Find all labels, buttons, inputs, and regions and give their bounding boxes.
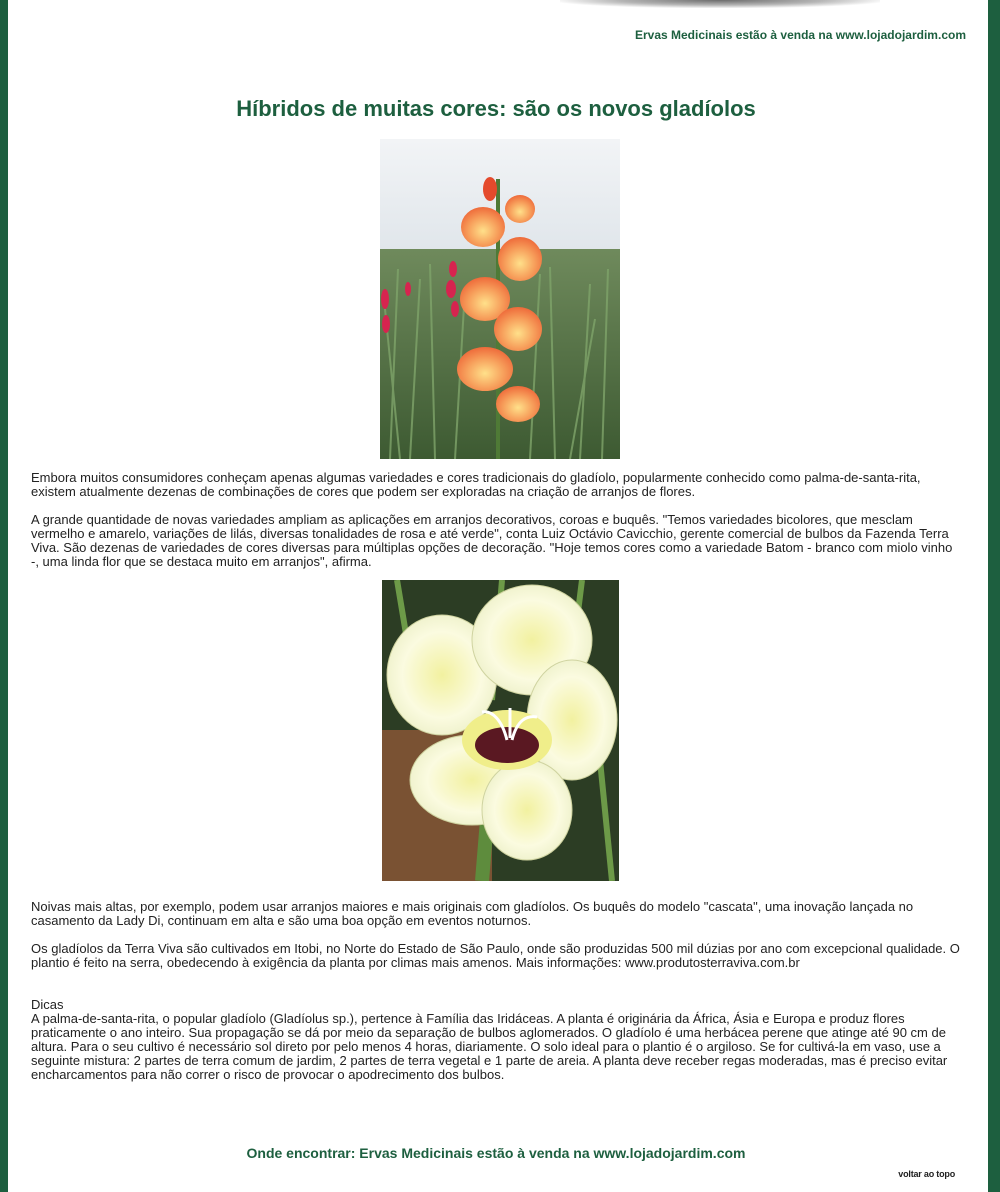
footer-store-link[interactable]: Onde encontrar: Ervas Medicinais estão à venda na www.lojadojardim.com <box>246 1145 746 1161</box>
gladiolus-orange-photo <box>380 139 620 459</box>
article-paragraph-2: A grande quantidade de novas variedades ampliam as aplicações em arranjos decorativos, coroas e buquês. "Temos variedades bicolores, que mesclam vermelho e amarelo, variações de lilás, diversas tonalidades de rosa e até verde", conta Luiz Octávio Cavicchio, gerente comercial de bulbos da Fazenda Terra Viva. São dezenas de variedades de cores diversas para múltiplas opções de decoração. "Hoje temos cores como a variedade Batom - branco com miolo vinho -, uma linda flor que se destaca muito em arranjos", afirma. <box>31 512 953 569</box>
article-paragraph-3: Noivas mais altas, por exemplo, podem usar arranjos maiores e mais originais com gladíolos. Os buquês do modelo "cascata", uma inovação lançada no casamento da Lady Di, continuam em alta e são uma boa opção em eventos noturnos. <box>31 899 914 928</box>
top-store-link[interactable]: Ervas Medicinais estão à venda na www.lojadojardim.com <box>634 28 966 42</box>
top-shadow-decoration <box>560 0 880 8</box>
article-paragraph-4: Os gladíolos da Terra Viva são cultivados em Itobi, no Norte do Estado de São Paulo, onde são produzidas 500 mil dúzias por ano com excepcional qualidade. O plantio é feito na serra, obedecendo à exigência da planta por climas mais amenos. Mais informações: www.produtosterraviva.com.br <box>31 941 960 970</box>
gladiolus-white-photo <box>382 580 619 881</box>
left-border <box>0 0 8 1192</box>
back-to-top-link[interactable]: voltar ao topo <box>898 1169 955 1179</box>
dicas-heading: Dicas <box>31 997 64 1012</box>
article-title: Híbridos de muitas cores: são os novos gladíolos <box>236 96 756 121</box>
right-border <box>988 0 1000 1192</box>
article-paragraph-1: Embora muitos consumidores conheçam apenas algumas variedades e cores tradicionais do gladíolo, popularmente conhecido como palma-de-santa-rita, existem atualmente dezenas de combinações de cores que podem ser exploradas na criação de arranjos de flores. <box>31 470 921 499</box>
article-paragraph-5: A palma-de-santa-rita, o popular gladíolo (Gladíolus sp.), pertence à Família das Iridáceas. A planta é originária da África, Ásia e Europa e produz flores praticamente o ano inteiro. Sua propagação se dá por meio da separação de bulbos aglomerados. O gladíolo é uma herbácea perene que atinge até 90 cm de altura. Para o seu cultivo é necessário sol direto por pelo menos 4 horas, diariamente. O solo ideal para o plantio é o argiloso. Se for cultivá-la em vaso, use a seguinte mistura: 2 partes de terra comum de jardim, 2 partes de terra vegetal e 1 parte de areia. A planta deve receber regas moderadas, mas é preciso evitar encharcamentos para não correr o risco de provocar o apodrecimento dos bulbos. <box>31 1011 948 1082</box>
